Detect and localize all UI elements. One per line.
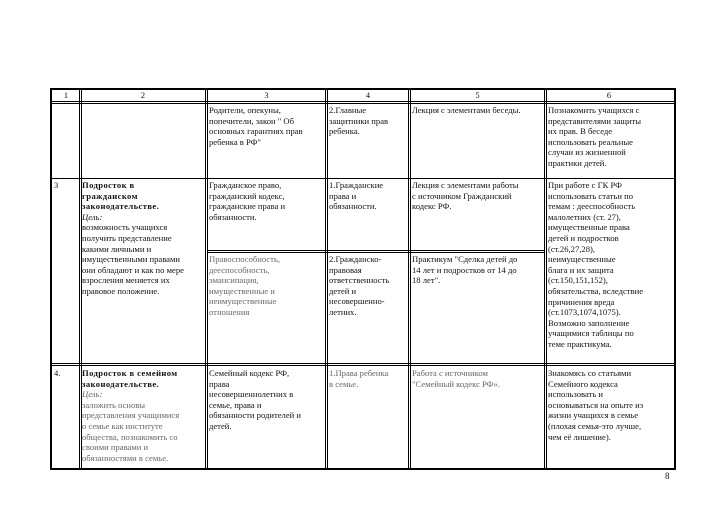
column-divider: [325, 90, 328, 468]
row-divider: [52, 363, 674, 366]
header-cell-3: 3: [264, 91, 269, 100]
cell-topic: 1.Права ребенка в семье.: [329, 368, 389, 389]
cell-method: Работа с источником "Семейный кодекс РФ».: [412, 368, 500, 389]
cell-notes: Познакомить учащихся с представителями защиты их прав. В беседе использовать реальные случаи из жизненной практики детей.: [548, 105, 642, 168]
header-cell-2: 2: [140, 91, 146, 100]
row-number: 3: [54, 180, 59, 190]
page-number: 8: [665, 471, 670, 481]
cell-section-title: Подросток в семейном законодательстве. Цель: заложить основы представления учащимися о семье как институте общества, познакомить со своими правами и обязанностями в семье.: [80, 367, 206, 468]
table-row: [52, 104, 674, 178]
header-cell-4: 4: [365, 91, 371, 100]
column-divider: [544, 90, 547, 468]
cell-method: Практикум "Сделка детей до 14 лет и подростков от 14 до 18 лет".: [412, 254, 518, 286]
cell-concepts: Правоспособность, дееспособность, эмансипация, имущественные и неимущественные отношения: [209, 254, 280, 317]
cell-topic: 2.Гражданско- правовая ответственность детей и несовершенно- летних.: [329, 254, 390, 317]
table-row: [52, 179, 674, 363]
header-cell-6: 6: [606, 91, 612, 100]
goal-label: Цель:: [82, 389, 103, 400]
lesson-plan-table: [50, 88, 676, 470]
table-row: [52, 367, 674, 468]
cell-notes: Знакомясь со статьями Семейного кодекса использовать и основываться на опыте из жизни учащихся в семье (плохая семья-это лучше, чем её лишение).: [548, 368, 644, 442]
header-cell-1: 1: [63, 91, 69, 100]
cell-concepts: Родители, опекуны, попечители, закон " Об основных гарантиях прав ребенка в РФ": [209, 105, 303, 147]
row-number: 4.: [54, 368, 61, 378]
cell-method: Лекция с элементами беседы.: [412, 105, 521, 115]
column-divider: [205, 90, 208, 468]
cell-section-title: Подросток в гражданском законодательстве. Цель: возможность учащихся получить представление какими личными и имущественными правами они обладают и как по мере взросления меняется их правовое положение.: [80, 179, 206, 363]
cell-concepts: Семейный кодекс РФ, права несовершеннолетних в семье, права и обязанности родителей и детей.: [209, 368, 301, 431]
cell-notes: При работе с ГК РФ использовать статьи по темам : дееспособность малолетних (ст. 27), имущественные права детей и подростков (ст.26,27,28), неимущественные блага и их защита (ст.150,151,152), обязательства, вследствие причинения вреда (ст.1073,1074,1075). Возможно заполнение учащимися таблицы по теме практикума.: [548, 180, 644, 349]
cell-method: Лекция с элементами работы с источником Гражданский кодекс РФ.: [412, 180, 519, 212]
cell-topic: 2.Главные защитники прав ребенка.: [329, 105, 389, 137]
column-divider: [408, 90, 411, 468]
cell-topic: 1.Гражданские права и обязанности.: [329, 180, 384, 212]
cell-concepts: Гражданское право, гражданский кодекс, гражданские права и обязанности.: [209, 180, 286, 222]
table-header-row: [52, 90, 674, 101]
header-cell-5: 5: [475, 91, 480, 100]
column-divider: [79, 90, 82, 468]
goal-label: Цель:: [82, 211, 103, 222]
